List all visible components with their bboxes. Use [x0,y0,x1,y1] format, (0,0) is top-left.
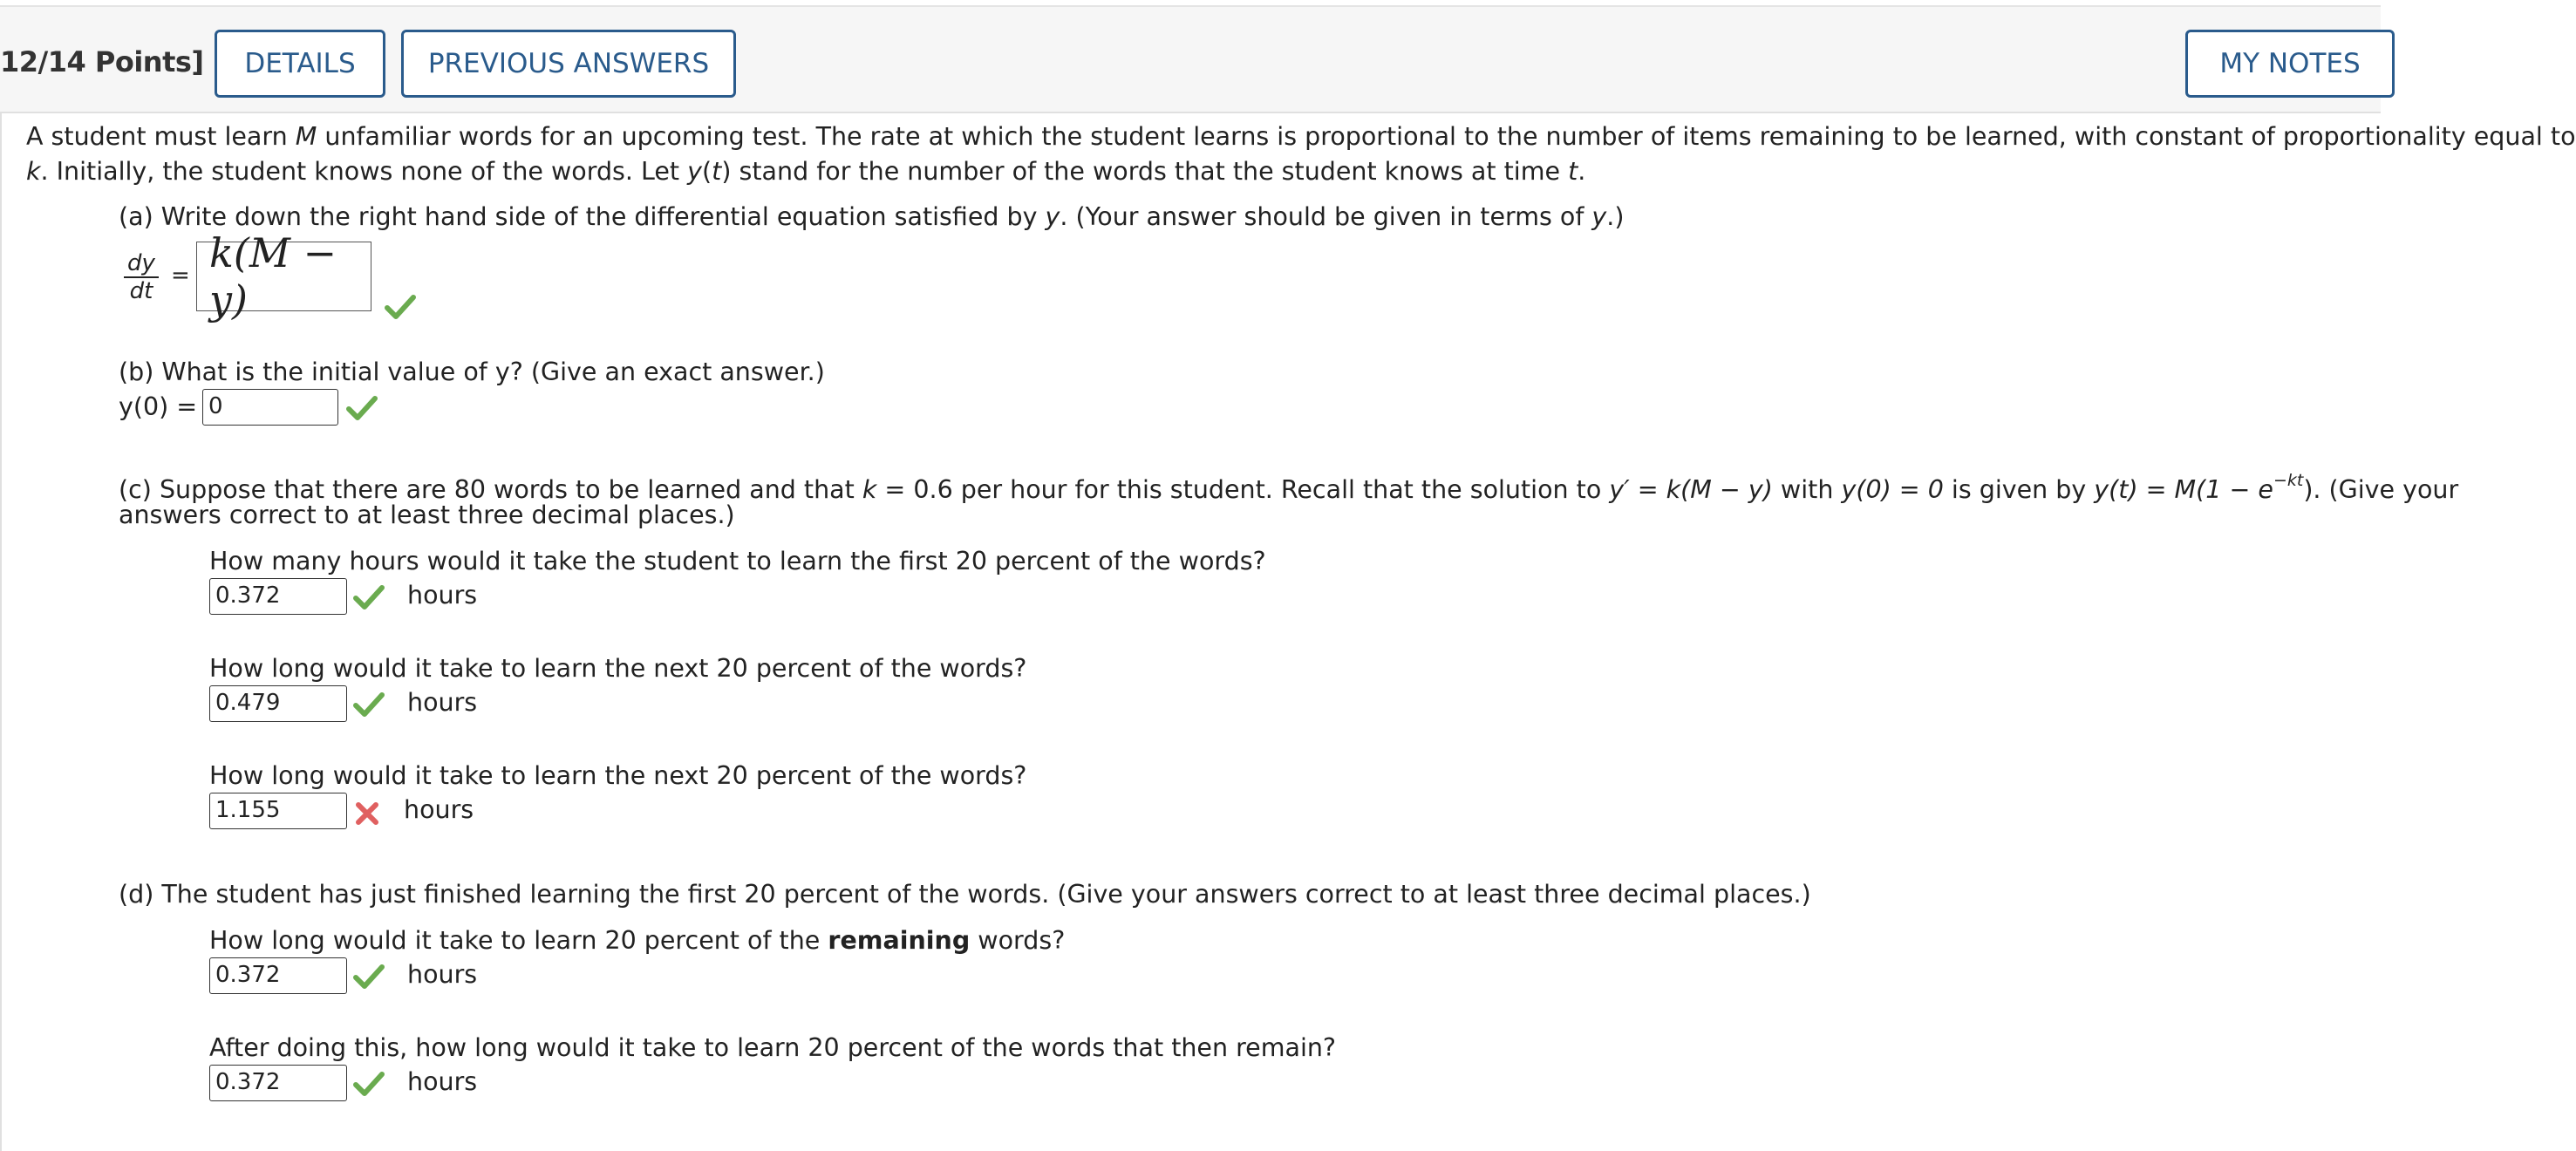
part-d-question-1: How long would it take to learn 20 percent of the remaining words? [209,926,1066,955]
my-notes-button[interactable]: MY NOTES [2185,30,2395,98]
question-body [0,112,2576,1151]
part-a-answer-field[interactable]: k(M − y) [196,242,371,311]
part-c-check-icon-1 [354,585,384,610]
part-c-unit-3: hours [404,795,474,824]
part-b-question: (b) What is the initial value of y? (Give an exact answer.) [119,358,825,386]
part-c-answer-field-3[interactable]: 1.155 [209,793,347,829]
part-c-answer-field-2[interactable]: 0.479 [209,685,347,722]
part-d-answer-field-1[interactable]: 0.372 [209,957,347,994]
part-b-answer-field[interactable]: 0 [202,389,338,426]
part-c-x-icon-3 [356,802,378,825]
part-c-check-icon-2 [354,692,384,717]
part-c-question-3: How long would it take to learn the next 20 percent of the words? [209,761,1027,790]
part-a-equals: = [171,262,190,289]
part-b-check-icon [347,396,377,420]
dy-dt-fraction: $\frac{dy}{dt}$ [124,250,159,304]
part-d-unit-2: hours [407,1067,478,1096]
details-button[interactable]: DETAILS [215,30,385,98]
part-c-answer-field-1[interactable]: 0.372 [209,578,347,615]
part-d-check-icon-2 [354,1072,384,1096]
part-d-question: (d) The student has just finished learning the first 20 percent of the words. (Give your answers correct to at least three decimal places.) [119,880,1811,909]
part-d-question-2: After doing this, how long would it take to learn 20 percent of the words that then remain? [209,1033,1337,1062]
part-c-question-1: How many hours would it take the student to learn the first 20 percent of the words? [209,547,1266,576]
problem-intro-line1: A student must learn M unfamiliar words for an upcoming test. The rate at which the student learns is proportional to the number of items remaining to be learned, with constant of proportionality equal to [26,122,2576,151]
part-a-check-icon [385,295,415,319]
question-header [0,7,2381,113]
points-label: 12/14 Points] [0,45,204,78]
part-d-check-icon-1 [354,964,384,989]
part-c-question-2: How long would it take to learn the next 20 percent of the words? [209,654,1027,683]
part-d-unit-1: hours [407,960,478,989]
part-c-intro-line1: (c) Suppose that there are 80 words to be learned and that k = 0.6 per hour for this student. Recall that the solution to y′ = k(M − y) with y(0) = 0 is given by $y(t) = M(1 - e^{-kt})$. (Give your [119,471,2459,504]
problem-intro-line2: k. Initially, the student knows none of the words. Let y(t) stand for the number of the words that the student knows at time t. [26,157,1586,186]
part-c-intro-line2: answers correct to at least three decimal places.) [119,501,735,529]
part-c-unit-2: hours [407,688,478,717]
previous-answers-button[interactable]: PREVIOUS ANSWERS [401,30,736,98]
part-b-label: y(0) = [119,392,198,421]
part-c-unit-1: hours [407,581,478,610]
part-d-answer-field-2[interactable]: 0.372 [209,1065,347,1101]
part-a-question: (a) Write down the right hand side of the differential equation satisfied by y. (Your answer should be given in terms of y.) [119,202,1625,231]
